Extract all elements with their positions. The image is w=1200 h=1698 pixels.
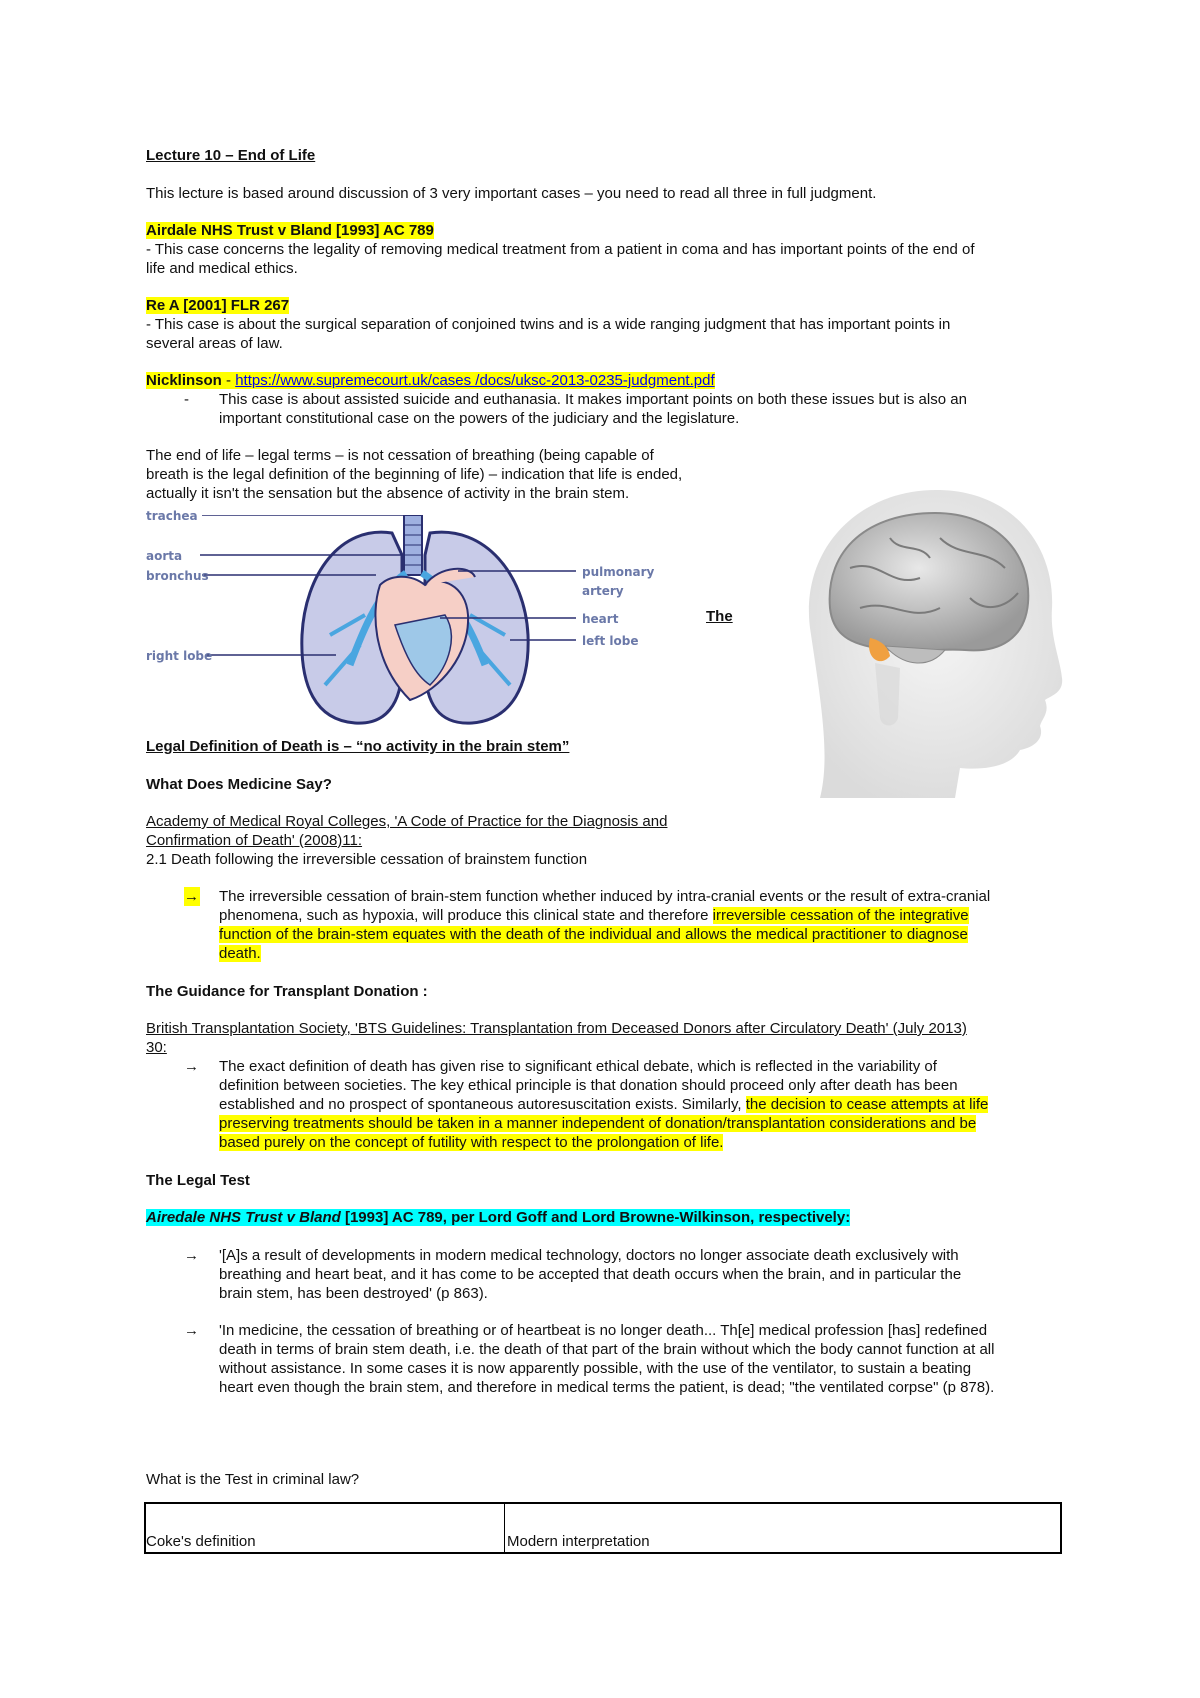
medicine-bullet-line-4-highlight: death. xyxy=(219,945,261,962)
intro-text: This lecture is based around discussion of 3 very important cases – you need to read all three in full judgment. xyxy=(146,185,877,202)
transplant-bullet-line-5-highlight: based purely on the concept of futility with respect to the prolongation of life. xyxy=(219,1134,724,1151)
criminal-test-table-grid xyxy=(144,1502,1062,1554)
case-nicklinson-name: Nicklinson xyxy=(146,372,222,389)
airedale-case-citation: [1993] AC 789, per Lord Goff and Lord Browne-Wilkinson, respectively: xyxy=(340,1209,851,1226)
case-rea-desc-1: - This case is about the surgical separation of conjoined twins and is a wide ranging judgment that has important points in xyxy=(146,316,951,333)
end-of-life-line-2: breath is the legal definition of the beginning of life) – indication that life is ended, xyxy=(146,466,683,483)
quote2-line-2: death in terms of brain stem death, i.e. the death of that part of the brain without which the body cannot function at all xyxy=(219,1341,995,1358)
quote1-line-1: '[A]s a result of developments in modern medical technology, doctors no longer associate death exclusively with xyxy=(219,1247,959,1264)
label-pulmonary-artery: pulmonary artery xyxy=(582,565,655,598)
case-bland-desc-1: - This case concerns the legality of removing medical treatment from a patient in coma and has important points of the end of xyxy=(146,241,975,258)
transplant-bullet-line-3 xyxy=(219,1095,1059,1114)
quote1-line-3: brain stem, has been destroyed' (p 863). xyxy=(219,1285,488,1302)
medicine-heading: What Does Medicine Say? xyxy=(146,776,332,793)
criminal-test-table xyxy=(144,1502,1062,1554)
table-cell-modern xyxy=(505,1503,1062,1553)
transplant-bullet-line-4-highlight: preserving treatments should be taken in a manner independent of donation/transplantation considerations and be xyxy=(219,1115,977,1132)
airedale-heading xyxy=(146,1208,850,1227)
quote2-line-1: 'In medicine, the cessation of breathing or of heartbeat is no longer death... Th[e] medical profession [has] redefined xyxy=(219,1322,988,1339)
case-rea-heading xyxy=(146,296,289,315)
transplant-bullet-line-5 xyxy=(219,1133,1059,1152)
airedale-case-name: Airedale NHS Trust v Bland xyxy=(146,1209,341,1226)
quote2-line-4: heart even though the brain stem, and therefore in medical terms the patient, is dead; "the ventilated corpse" (p 878). xyxy=(219,1379,995,1396)
arrow-bullet-icon: → xyxy=(184,1247,199,1264)
transplant-bullet-line-3-highlight: the decision to cease attempts at life xyxy=(745,1096,989,1113)
arrow-bullet-icon: → xyxy=(184,888,199,905)
brain-head-image xyxy=(770,478,1070,798)
medicine-bullet-line-4 xyxy=(219,944,1059,963)
case-nicklinson-dash: - xyxy=(221,372,236,389)
case-bland-name: Airdale NHS Trust v Bland [1993] AC 789 xyxy=(146,222,434,239)
end-of-life-line-3: actually it isn't the sensation but the absence of activity in the brain stem. xyxy=(146,485,630,502)
case-nicklinson-heading xyxy=(146,371,715,390)
case-bland-heading xyxy=(146,221,434,240)
lung-heart-diagram xyxy=(140,509,700,740)
medicine-bullet-line-1: The irreversible cessation of brain-stem function whether induced by intra-cranial events or the result of extra-cranial xyxy=(219,888,991,905)
academy-reference-1: Academy of Medical Royal Colleges, 'A Code of Practice for the Diagnosis and xyxy=(146,813,668,830)
quote1-line-2: breathing and heart beat, and it has come to be accepted that death occurs when the brain, and in particular the xyxy=(219,1266,962,1283)
nicklinson-desc-2: important constitutional case on the powers of the judiciary and the legislature. xyxy=(219,410,740,427)
nicklinson-desc-1: This case is about assisted suicide and euthanasia. It makes important points on both these issues but is also an xyxy=(219,391,967,408)
table-row xyxy=(145,1503,1061,1553)
case-bland-desc-2: life and medical ethics. xyxy=(146,260,298,277)
case-rea-desc-2: several areas of law. xyxy=(146,335,283,352)
medicine-bullet-line-2 xyxy=(219,906,1059,925)
medicine-bullet-line-3 xyxy=(219,925,1059,944)
table-cell-coke xyxy=(145,1503,505,1553)
case-rea-name: Re A [2001] FLR 267 xyxy=(146,297,290,314)
academy-point: 2.1 Death following the irreversible cessation of brainstem function xyxy=(146,851,588,868)
academy-reference-2: Confirmation of Death' (2008)11: xyxy=(146,832,363,849)
label-aorta: aorta xyxy=(146,549,183,563)
brain-head-illustration xyxy=(770,478,1070,798)
transplant-heading: The Guidance for Transplant Donation : xyxy=(146,983,428,1000)
label-left-lobe: left lobe xyxy=(582,634,639,648)
transplant-bullet-line-3-plain: established and no prospect of spontaneous autoresuscitation exists. Similarly, xyxy=(219,1096,746,1113)
legal-definition: Legal Definition of Death is – “no activity in the brain stem” xyxy=(146,738,570,755)
bts-reference-2: 30: xyxy=(146,1039,167,1056)
transplant-bullet-line-1: The exact definition of death has given rise to significant ethical debate, which is reflected in the variability of xyxy=(219,1058,937,1075)
medicine-bullet-line-2-highlight: irreversible cessation of the integrative xyxy=(712,907,969,924)
medicine-bullet-line-3-highlight: function of the brain-stem equates with the death of the individual and allows the medical practitioner to diagnose xyxy=(219,926,968,943)
legal-test-heading: The Legal Test xyxy=(146,1172,250,1189)
nicklinson-judgment-link[interactable]: https://www.supremecourt.uk/cases /docs/uksc-2013-0235-judgment.pdf xyxy=(235,372,715,389)
arrow-bullet-icon: → xyxy=(184,1058,199,1075)
end-of-life-line-1: The end of life – legal terms – is not cessation of breathing (being capable of xyxy=(146,447,654,464)
label-heart: heart xyxy=(582,612,619,626)
arrow-bullet-icon: → xyxy=(184,1322,199,1339)
criminal-law-question: What is the Test in criminal law? xyxy=(146,1471,360,1488)
label-trachea: trachea xyxy=(146,509,198,523)
modern-interpretation-label: Modern interpretation xyxy=(507,1533,650,1550)
transplant-bullet-line-2: definition between societies. The key ethical principle is that donation should proceed only after death has been xyxy=(219,1077,958,1094)
medicine-bullet-line-2-plain: phenomena, such as hypoxia, will produce this clinical state and therefore xyxy=(219,907,713,924)
quote2-line-3: without assistance. In some cases it is now apparently possible, with the use of the ventilator, to sustain a beating xyxy=(219,1360,972,1377)
label-right-lobe: right lobe xyxy=(146,649,213,663)
bts-reference-1: British Transplantation Society, 'BTS Guidelines: Transplantation from Deceased Donors after Circulatory Death' (July 2013) xyxy=(146,1020,967,1037)
nicklinson-bullet: - xyxy=(184,391,189,408)
transplant-bullet-line-4 xyxy=(219,1114,1059,1133)
the-word: The xyxy=(706,608,733,625)
coke-definition-label: Coke's definition xyxy=(146,1533,256,1550)
label-bronchus: bronchus xyxy=(146,569,209,583)
page-title: Lecture 10 – End of Life xyxy=(146,147,316,164)
